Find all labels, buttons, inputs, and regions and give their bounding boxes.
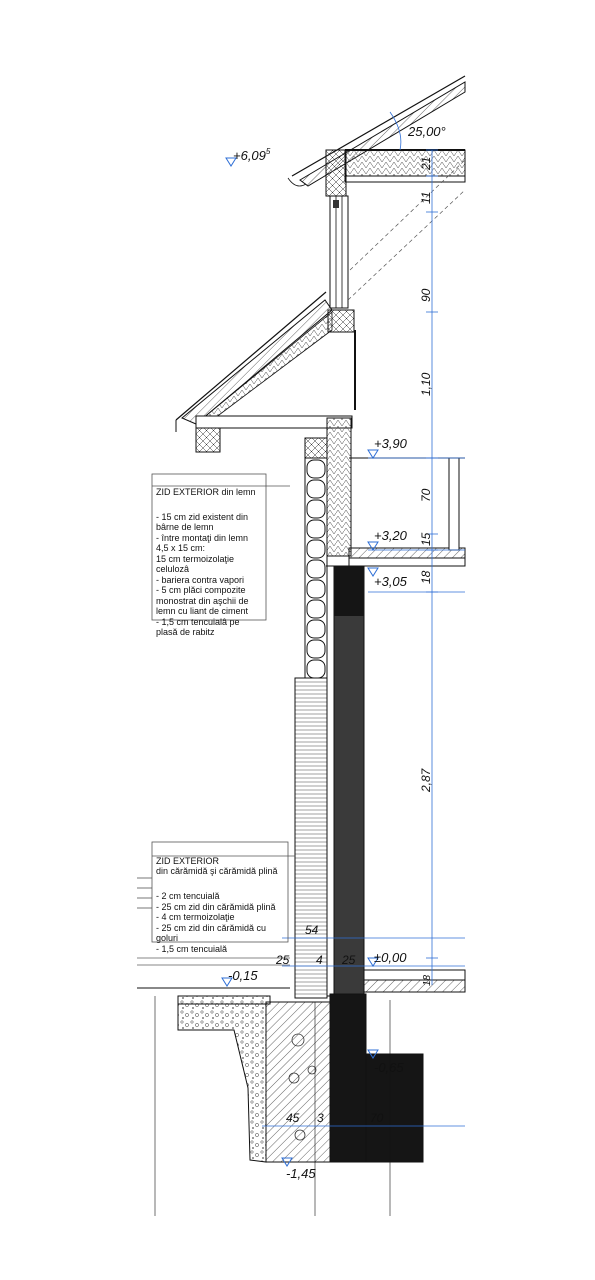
level-m145: -1,45	[286, 1166, 316, 1181]
log-course	[307, 460, 325, 478]
brick-wall-note-title: ZID EXTERIOR din cărămidă şi cărămidă plină	[156, 855, 278, 876]
railing	[349, 458, 465, 550]
wood-wall-note	[156, 476, 266, 648]
brick-wall-note	[156, 845, 290, 965]
angle-label: 25,00°	[408, 124, 446, 139]
log-course	[307, 660, 325, 678]
dim-110: 1,10	[419, 372, 433, 396]
dim-70b: 70	[370, 1111, 384, 1125]
level-m065: -0,65	[374, 1060, 404, 1075]
dim-45: 45	[286, 1111, 300, 1125]
log-course	[307, 540, 325, 558]
dim-54: 54	[305, 923, 319, 937]
log-course	[307, 580, 325, 598]
log-course	[307, 520, 325, 538]
level-m015: -0,15	[228, 968, 258, 983]
dim-18: 18	[419, 570, 433, 584]
log-course	[307, 500, 325, 518]
dim-90: 90	[419, 288, 433, 302]
dim-11: 11	[419, 191, 433, 204]
log-course	[307, 600, 325, 618]
dim-4: 4	[316, 953, 323, 967]
level-305: +3,05	[374, 574, 407, 589]
log-course	[307, 480, 325, 498]
dim-21: 21	[419, 156, 433, 170]
dim-3: 3	[317, 1111, 324, 1125]
log-course	[307, 640, 325, 658]
log-course	[307, 560, 325, 578]
wood-wall-note-title: ZID EXTERIOR din lemn	[156, 486, 256, 497]
top-beam	[326, 150, 346, 196]
dim-15: 15	[419, 532, 433, 546]
log-course	[307, 620, 325, 638]
dim-287: 2,87	[419, 768, 433, 792]
level-320: +3,20	[374, 528, 407, 543]
brick-wall-note-body: - 2 cm tencuială - 25 cm zid din cărămidă plină - 4 cm termoizolaţie - 25 cm zid din cărămidă cu goluri - 1,5 cm tencuială	[156, 891, 276, 954]
level-000: ±0,00	[374, 950, 407, 965]
wood-wall-note-body: - 15 cm zid existent din bârne de lemn - între montaţi din lemn 4,5 x 15 cm: 15 cm termoizolaţie celulozâ - bariera contra vapori - 5 cm plăci compozite monostrat din aşchii de lemn cu liant de ciment - 1,5 cm tencuialâ pe plasă de rabitz	[156, 511, 249, 637]
dim-18b: 18	[422, 974, 433, 986]
level-top: $+6,09^5$	[233, 147, 271, 163]
dim-70: 70	[419, 488, 433, 502]
dim-25b: 25	[342, 953, 356, 967]
dim-25a: 25	[276, 953, 290, 967]
foundation	[155, 994, 423, 1216]
level-390: +3,90	[374, 436, 407, 451]
